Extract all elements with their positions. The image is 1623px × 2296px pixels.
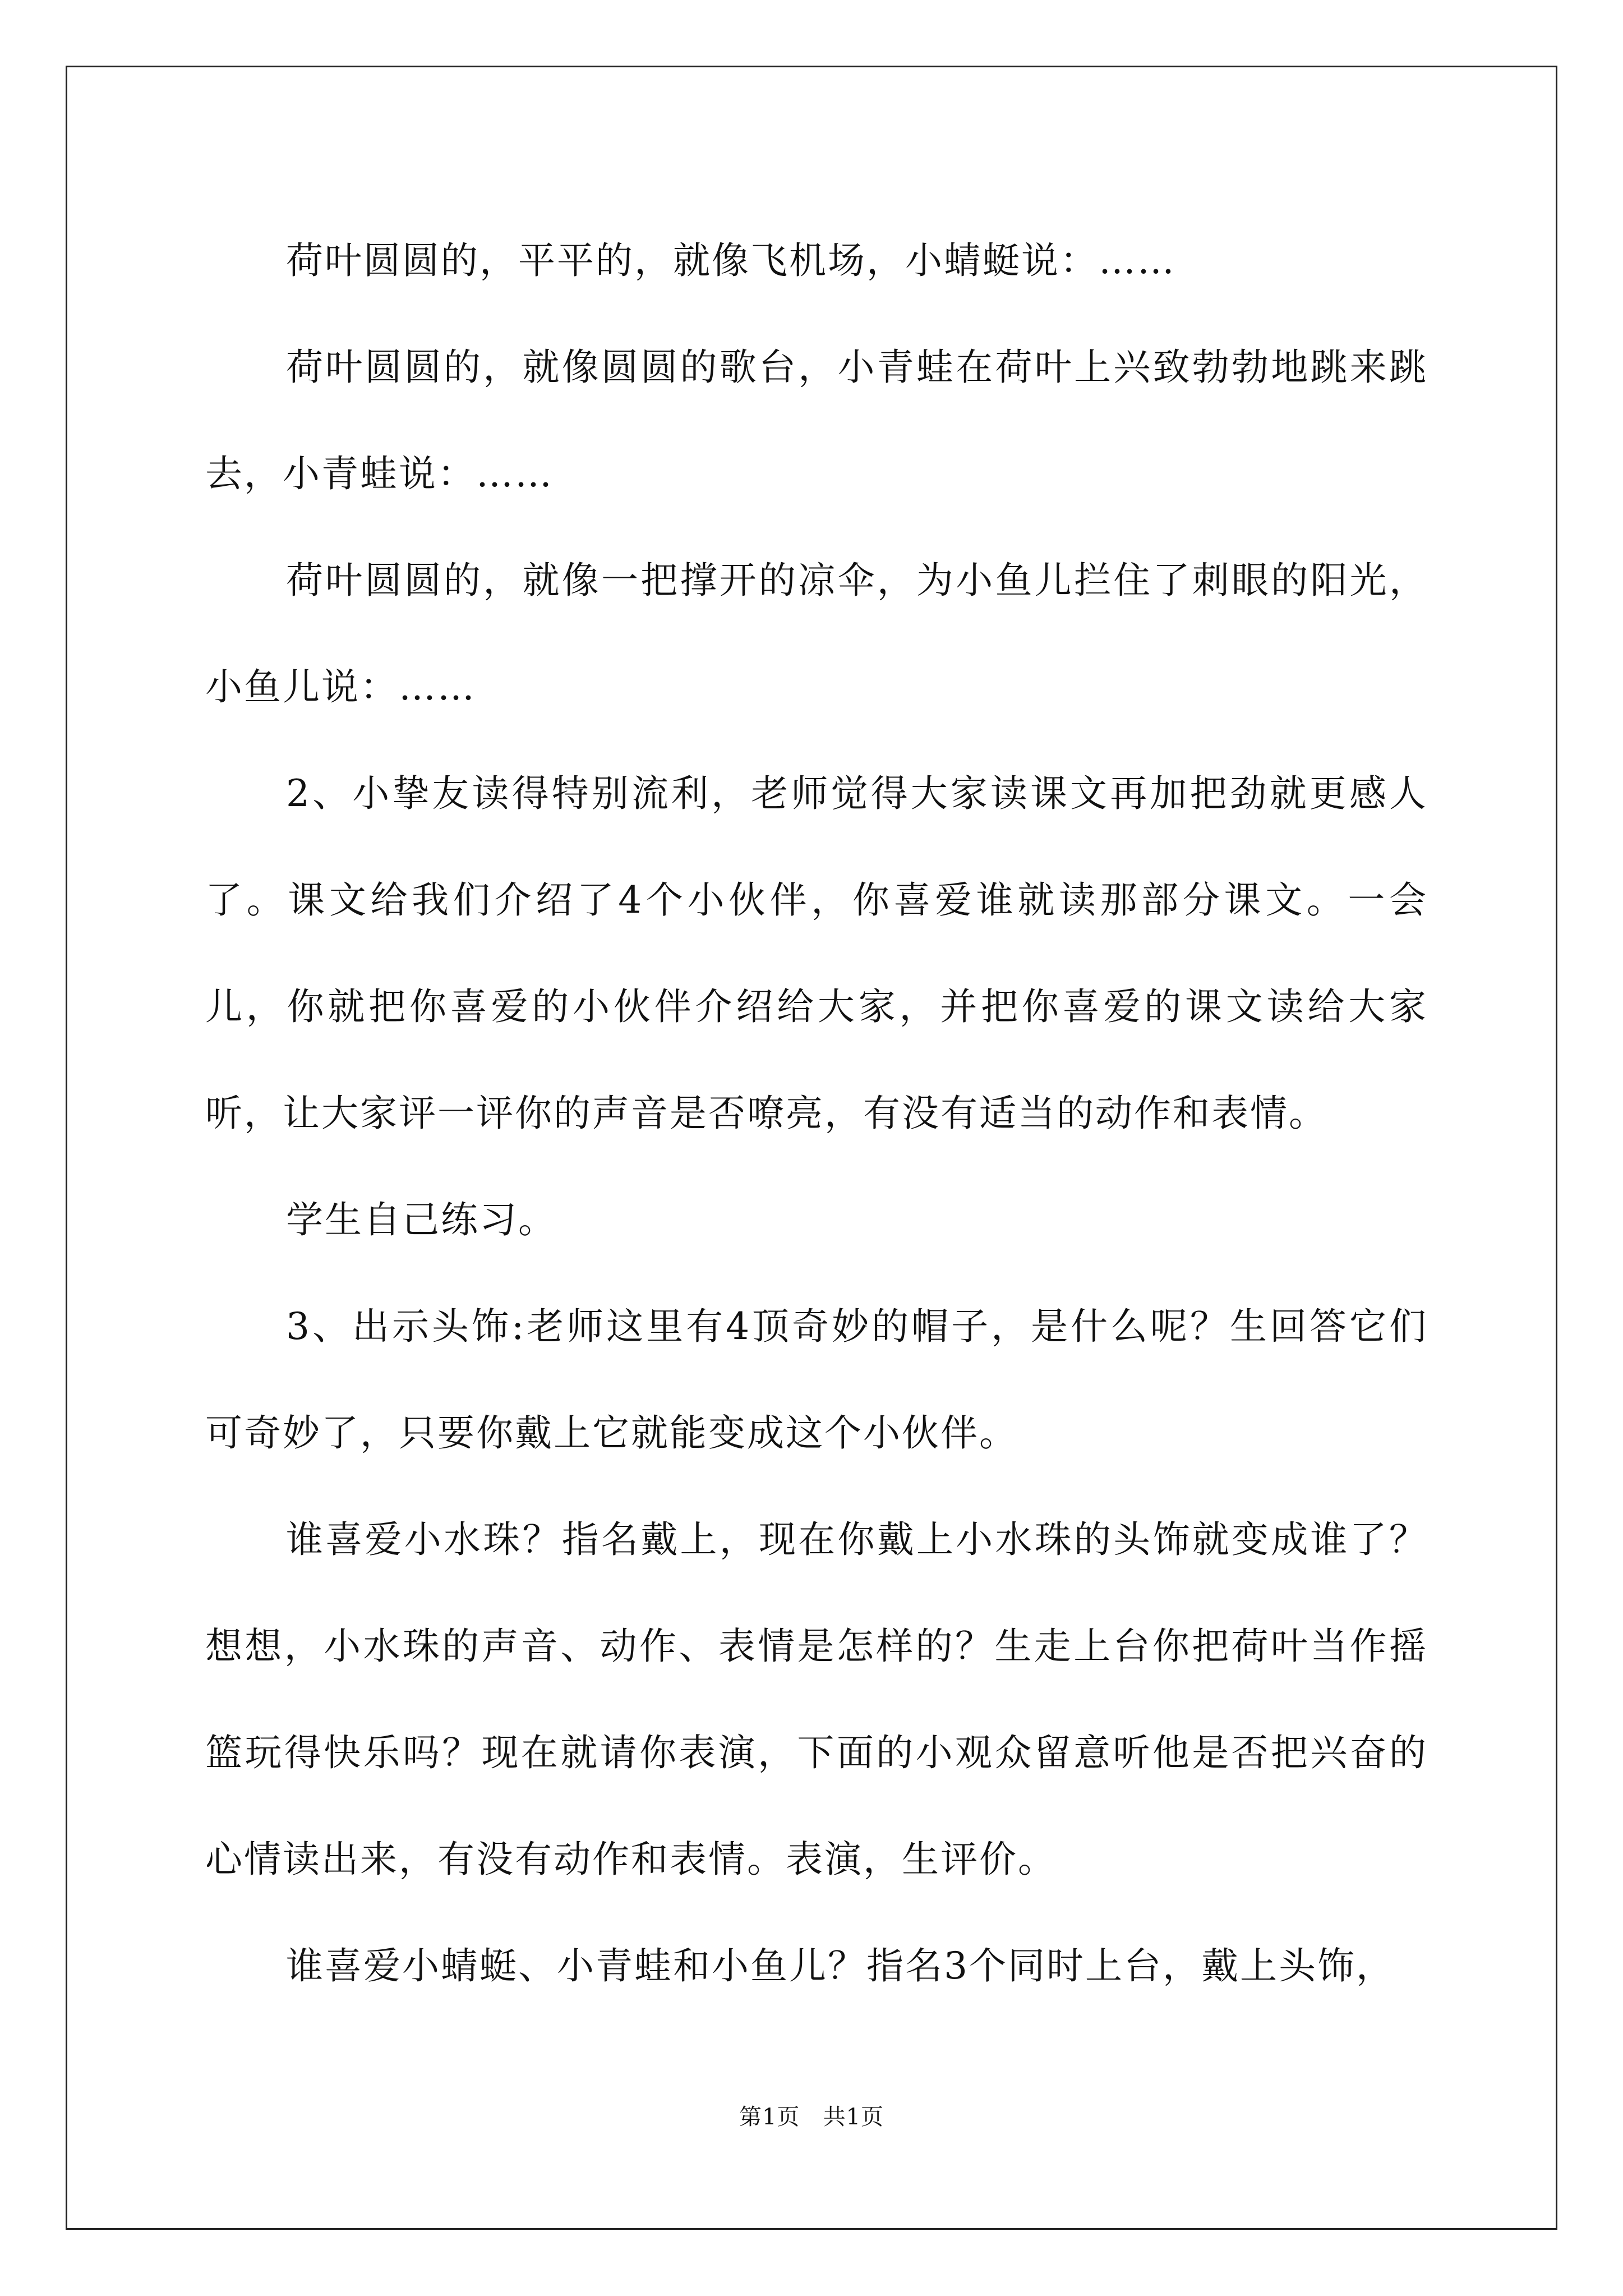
document-body: [205, 208, 1428, 2019]
paragraph-7: 谁喜爱小水珠？指名戴上，现在你戴上小水珠的头饰就变成谁了？想想，小水珠的声音、动作、表情是怎样的？生走上台你把荷叶当作摇篮玩得快乐吗？现在就请你表演，下面的小观众留意听他是否把兴奋的心情读出来，有没有动作和表情。表演，生评价。: [205, 1518, 1428, 1881]
paragraph-8: 谁喜爱小蜻蜓、小青蛙和小鱼儿？指名3个同时上台，戴上头饰，: [286, 1944, 1395, 1987]
paragraph-5: 学生自己练习。: [286, 1198, 557, 1241]
paragraph-1: 荷叶圆圆的，平平的，就像飞机场，小蜻蜓说：……: [286, 239, 1176, 282]
page-footer: [0, 2099, 1623, 2131]
paragraph-4: 2、小挚友读得特别流利，老师觉得大家读课文再加把劲就更感人了。课文给我们介绍了4个小伙伴，你喜爱谁就读那部分课文。一会儿，你就把你喜爱的小伙伴介绍给大家，并把你喜爱的课文读给大家听，让大家评一评你的声音是否嘹亮，有没有适当的动作和表情。: [205, 772, 1428, 1135]
paragraph-3: 荷叶圆圆的，就像一把撑开的凉伞，为小鱼儿拦住了刺眼的阳光，小鱼儿说：……: [205, 559, 1428, 708]
paragraph-6: 3、出示头饰:老师这里有4顶奇妙的帽子，是什么呢？生回答它们可奇妙了，只要你戴上它就能变成这个小伙伴。: [205, 1305, 1428, 1455]
page-number: 第1页: [739, 2104, 800, 2130]
page-total: 共1页: [823, 2104, 884, 2130]
paragraph-2: 荷叶圆圆的，就像圆圆的歌台，小青蛙在荷叶上兴致勃勃地跳来跳去，小青蛙说：……: [205, 346, 1428, 495]
